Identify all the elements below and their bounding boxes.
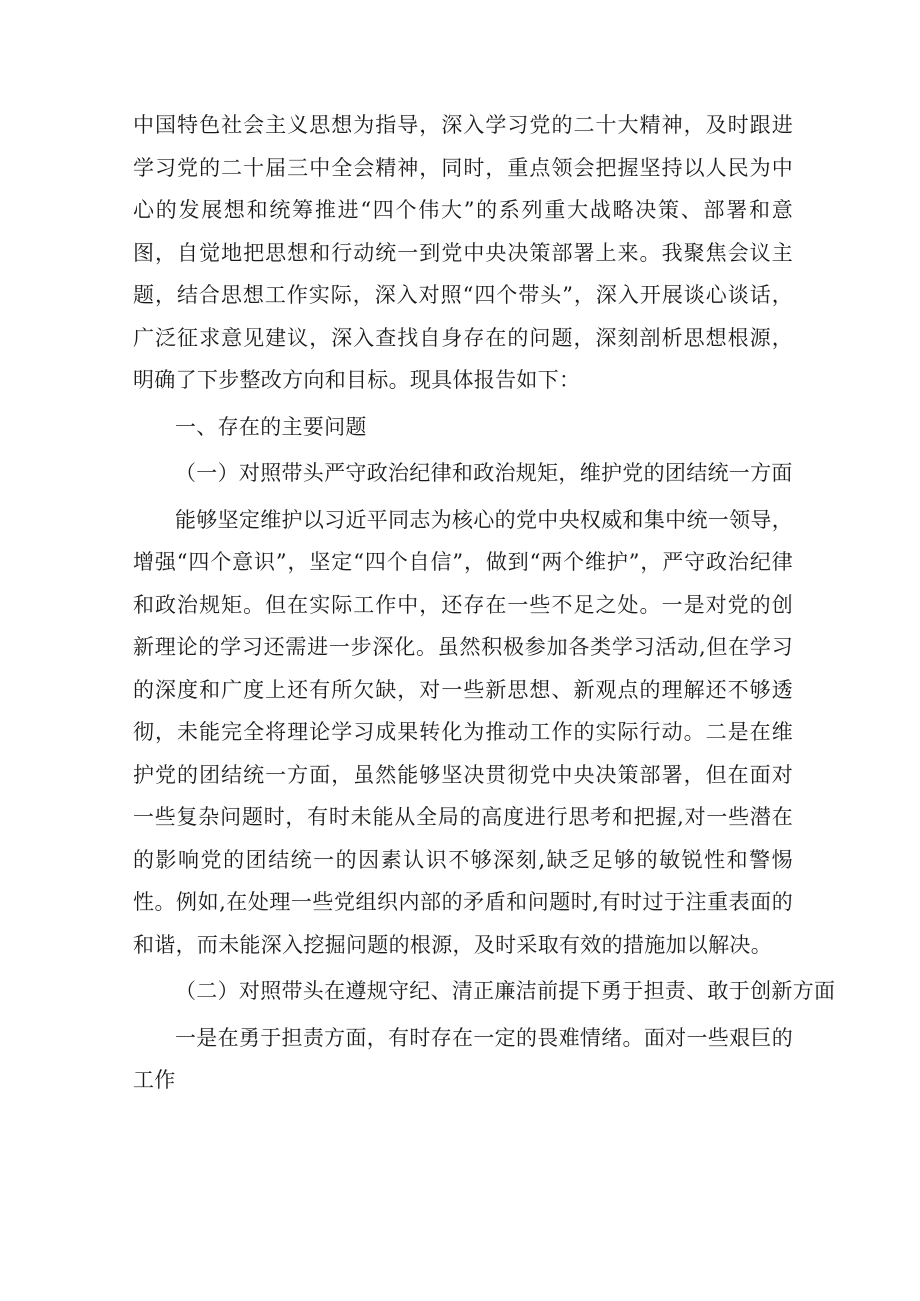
body-paragraph-1: 能够坚定维护以习近平同志为核心的党中央权威和集中统一领导，增强“四个意识”，坚定“四个自信”，做到“两个维护”，严守政治纪律和政治规矩。但在实际工作中，还存在一些不足之处。一是对党的创新理论的学习还需进一步深化。虽然积极参加各类学习活动,但在学习的深度和广度上还有所欠缺，对一些新思想、新观点的理解还不够透彻，未能完全将理论学习成果转化为推动工作的实际行动。二是在维护党的团结统一方面，虽然能够坚决贯彻党中央决策部署，但在面对一些复杂问题时，有时未能从全局的高度进行思考和把握,对一些潜在的影响党的团结统一的因素认识不够深刻,缺乏足够的敏锐性和警惕性。例如,在处理一些党组织内部的矛盾和问题时,有时过于注重表面的和谐，而未能深入挖掘问题的根源，及时采取有效的措施加以解决。: [133, 507, 793, 957]
section-heading-1: 一、存在的主要问题: [175, 414, 367, 439]
subsection-heading-1: （一）对照带头严守政治纪律和政治规矩，维护党的团结统一方面: [175, 461, 793, 485]
document-body: [133, 104, 836, 1102]
subsection-heading-2: （二）对照带头在遵规守纪、清正廉洁前提下勇于担责、敢于创新方面: [175, 979, 836, 1003]
intro-paragraph: 中国特色社会主义思想为指导，深入学习党的二十大精神，及时跟进学习党的二十届三中全会精神，同时，重点领会把握坚持以人民为中心的发展想和统筹推进“四个伟大”的系列重大战略决策、部署和意图，自觉地把思想和行动统一到党中央决策部署上来。我聚焦会议主题，结合思想工作实际，深入对照“四个带头”，深入开展谈心谈话，广泛征求意见建议，深入查找自身存在的问题，深刻剖析思想根源，明确了下步整改方向和目标。现具体报告如下：: [133, 113, 793, 392]
body-paragraph-2: 一是在勇于担责方面，有时存在一定的畏难情绪。面对一些艰巨的工作: [133, 1025, 793, 1092]
